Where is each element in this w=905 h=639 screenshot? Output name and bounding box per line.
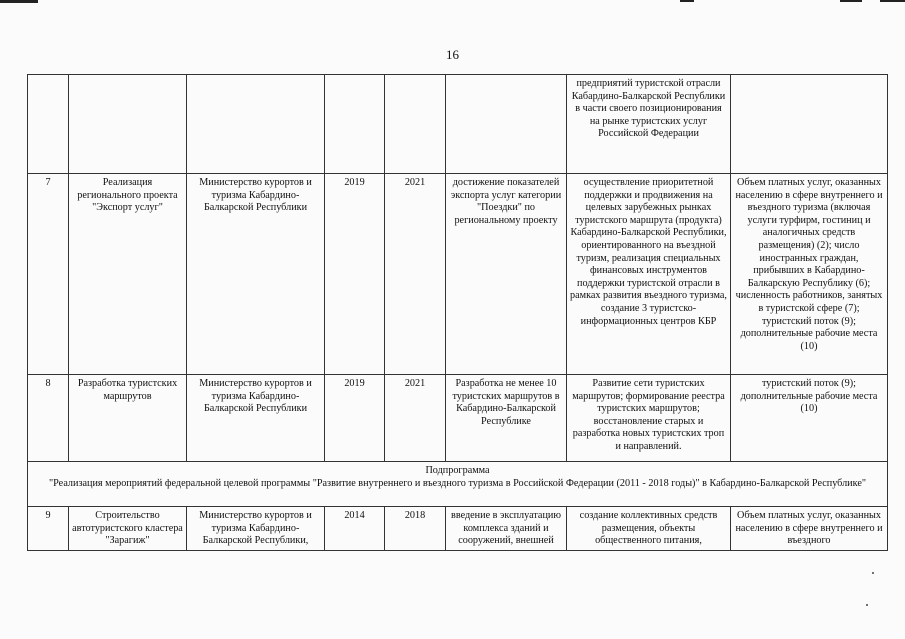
cell-goal: Разработка не менее 10 туристских маршрутов в Кабардино-Балкарской Республике <box>446 375 567 462</box>
cell-end-year <box>385 75 446 174</box>
cell-num: 8 <box>28 375 69 462</box>
subprogram-label: Подпрограмма <box>425 465 490 476</box>
cell-indicators: Объем платных услуг, оказанных населению в сфере внутреннего и въездного <box>731 507 888 551</box>
cell-outcome: осуществление приоритетной поддержки и продвижения на целевых зарубежных рынках туристского маршрута (продукта) Кабардино-Балкарской Республики, ориентированного на въездной туризм, реализация специальных финансовых инструментов поддержки туристской отрасли в рамках развития въездного туризма, создание 3 туристско-информационных центров КБР <box>567 174 731 375</box>
cell-end-year: 2021 <box>385 174 446 375</box>
scan-speck <box>866 604 868 606</box>
cell-name: Разработка туристских маршрутов <box>69 375 187 462</box>
cell-name <box>69 75 187 174</box>
table-row <box>28 174 888 375</box>
cell-indicators <box>731 75 888 174</box>
subprogram-cell <box>28 462 888 507</box>
scan-mark <box>680 0 694 2</box>
table-row <box>28 507 888 551</box>
cell-outcome: предприятий туристской отрасли Кабардино-Балкарской Республики в части своего позиционирования на рынке туристских услуг Российской Федерации <box>567 75 731 174</box>
cell-num: 9 <box>28 507 69 551</box>
page-number: 16 <box>446 47 459 62</box>
scan-mark <box>840 0 862 2</box>
cell-agency: Министерство курортов и туризма Кабардино-Балкарской Республики <box>187 174 325 375</box>
cell-outcome: Развитие сети туристских маршрутов; формирование реестра туристских маршрутов; восстановление старых и разработка новых туристских троп и направлений. <box>567 375 731 462</box>
cell-agency <box>187 75 325 174</box>
cell-end-year: 2021 <box>385 375 446 462</box>
cell-goal <box>446 75 567 174</box>
cell-start-year: 2014 <box>325 507 385 551</box>
scan-speck <box>872 572 874 574</box>
cell-num: 7 <box>28 174 69 375</box>
cell-start-year: 2019 <box>325 375 385 462</box>
cell-num <box>28 75 69 174</box>
subprogram-row <box>28 462 888 507</box>
cell-agency: Министерство курортов и туризма Кабардино-Балкарской Республики, <box>187 507 325 551</box>
cell-end-year: 2018 <box>385 507 446 551</box>
cell-outcome: создание коллективных средств размещения, объекты общественного питания, <box>567 507 731 551</box>
cell-indicators: Объем платных услуг, оказанных населению в сфере внутреннего и въездного туризма (включая услуги турфирм, гостиниц и аналогичных средств размещения) (2); число иностранных граждан, прибывших в Кабардино-Балкарскую Республику (6); численность работников, занятых в туристской сфере (7); туристский поток (9); дополнительные рабочие места (10) <box>731 174 888 375</box>
cell-start-year: 2019 <box>325 174 385 375</box>
cell-goal: введение в эксплуатацию комплекса зданий и сооружений, внешней <box>446 507 567 551</box>
table-row <box>28 375 888 462</box>
cell-goal: достижение показателей экспорта услуг категории "Поездки" по региональному проекту <box>446 174 567 375</box>
measures-table <box>27 74 888 551</box>
cell-name: Реализация регионального проекта "Экспорт услуг" <box>69 174 187 375</box>
cell-agency: Министерство курортов и туризма Кабардино-Балкарской Республики <box>187 375 325 462</box>
scan-mark <box>880 0 905 2</box>
table-row <box>28 75 888 174</box>
cell-start-year <box>325 75 385 174</box>
scan-mark <box>0 0 38 3</box>
cell-indicators: туристский поток (9); дополнительные рабочие места (10) <box>731 375 888 462</box>
cell-name: Строительство автотуристского кластера "Зарагиж" <box>69 507 187 551</box>
subprogram-title: "Реализация мероприятий федеральной целевой программы "Развитие внутреннего и въездного туризма в Российской Федерации (2011 - 2018 годы)" в Кабардино-Балкарской Республике" <box>48 477 866 489</box>
